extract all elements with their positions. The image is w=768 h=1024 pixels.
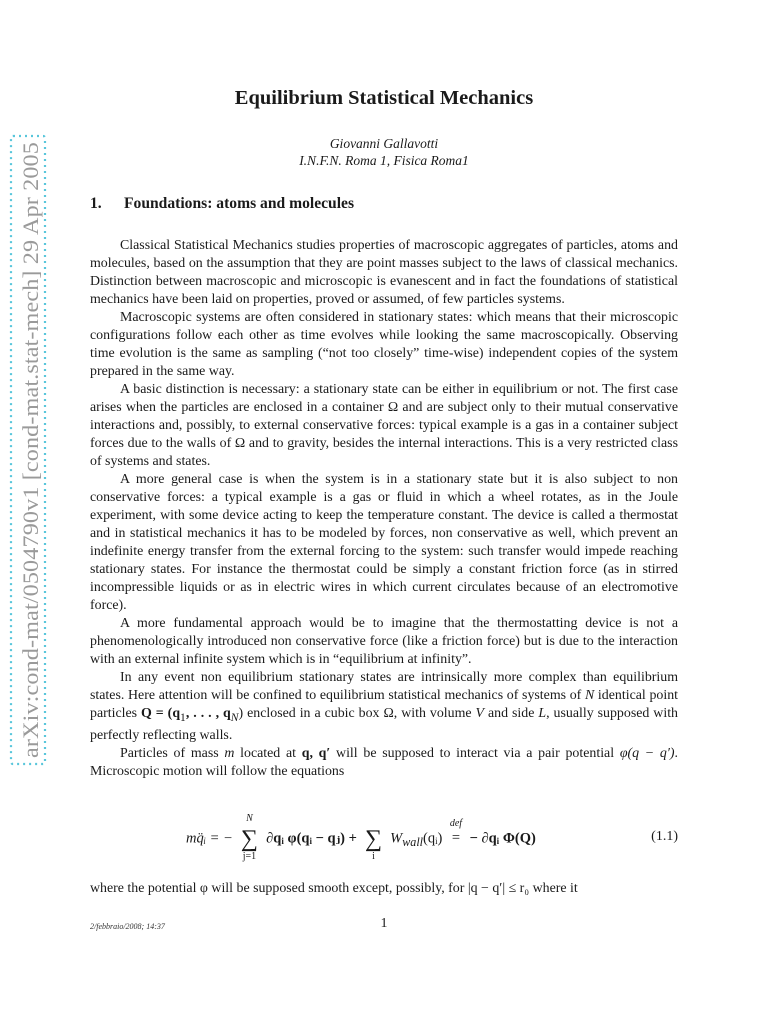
section-number: 1. (90, 195, 102, 212)
continuation-line: where the potential φ will be supposed smooth except, possibly, for |q − q′| ≤ r₀ where it (90, 881, 578, 896)
math-qq: q, q′ (301, 745, 331, 761)
paragraph: Classical Statistical Mechanics studies properties of macroscopic aggregates of particles, atoms and molecules, based on the assumption that they are point masses subject to the laws of classical mechanics. Distinction between macroscopic and microscopic is evanescent and in fact the foundations of statistical mechanics have been laid on properties, proved or assumed, of few particles systems. (90, 238, 678, 307)
arxiv-watermark-text: arXiv:cond-mat/0504790v1 [cond-mat.stat-mech] 29 Apr 2005 (18, 185, 43, 758)
body-text (90, 237, 678, 781)
math-phi: φ(q − q′) (619, 745, 675, 761)
section-title: Foundations: atoms and molecules (124, 195, 355, 212)
math-Q: Q = (q (141, 706, 181, 721)
equation-body: mq̈ᵢ = − N ∑ j=1 ∂qᵢ φ(qᵢ − qⱼ) + ∑ i $W_{wall}(qᵢ)$ def = − ∂qᵢ Φ(Q) (186, 813, 536, 862)
sum-symbol: N ∑ j=1 (240, 813, 259, 862)
page-number: 1 (380, 916, 388, 931)
paper-title: Equilibrium Statistical Mechanics (234, 87, 534, 109)
math-N: N (584, 688, 595, 703)
footer-date: 2/febbraio/2008; 14:37 (90, 922, 165, 931)
paragraph: A more general case is when the system is in a stationary state but it is also subject to non conservative forces: a typical example is a gas or fluid in which a wheel rotates, as in the Joule experiment, with some device acting to keep the temperature constant. The device is called a thermostat and in statistical mechanics it has to be modeled by forces, non conservative as well, which prevent an indefinite energy transfer from the external forcing to the system: such transfer would impede reaching stationary states. For instance the thermostat could be simply a constant friction force (as in stirred incompressible liquids or as in electric wires in which current circulates because of an electromotive force). (90, 472, 678, 613)
arxiv-watermark (8, 130, 52, 770)
paragraph: Macroscopic systems are often considered in stationary states: which means that their microscopic configurations follow each other as time evolves while looking the same macroscopically. Observing time evolution is the same as sampling (“not too closely” time-wise) independent copies of the system prepared in the same way. (90, 310, 678, 379)
section-heading (90, 195, 354, 213)
equation-number: (1.1) (651, 829, 678, 844)
author-name: Giovanni Gallavotti (329, 136, 439, 151)
sum-symbol: ∑ i (364, 826, 383, 862)
paragraph: A more fundamental approach would be to imagine that the thermostatting device is not a phenomenologically introduced non conservative force (like a friction force) but is due to the interaction with an external infinite system which is in “equilibrium at infinity”. (90, 616, 678, 667)
paragraph: A basic distinction is necessary: a stationary state can be either in equilibrium or not. The first case arises when the particles are enclosed in a container Ω and are subject only to their mutual conservative interactions and, possibly, to external conservative forces: typical example is a gas in a container subject forces due to the walls of Ω and to gravity, besides the internal interactions. This is a very restricted class of systems and states. (90, 382, 678, 469)
math-L: L (538, 706, 547, 721)
math-V: V (475, 706, 485, 721)
def-equals: def = (449, 818, 463, 847)
author-affiliation: I.N.F.N. Roma 1, Fisica Roma1 (299, 153, 469, 168)
equation-1-1 (90, 815, 678, 871)
math-m: m (224, 745, 235, 761)
paragraph: Particles of mass m located at q, q′ will be supposed to interact via a pair potential φ(q − q′). Microscopic motion will follow the equations (90, 745, 678, 779)
paragraph: In any event non equilibrium stationary states are intrinsically more complex than equilibrium states. Here attention will be confined to equilibrium statistical mechanics of systems of N identical point particles $Q = (q_1$, . . . , $q_N$) enclosed in a cubic box Ω, with volume V and side L, usually supposed with perfectly reflecting walls. (90, 670, 678, 743)
